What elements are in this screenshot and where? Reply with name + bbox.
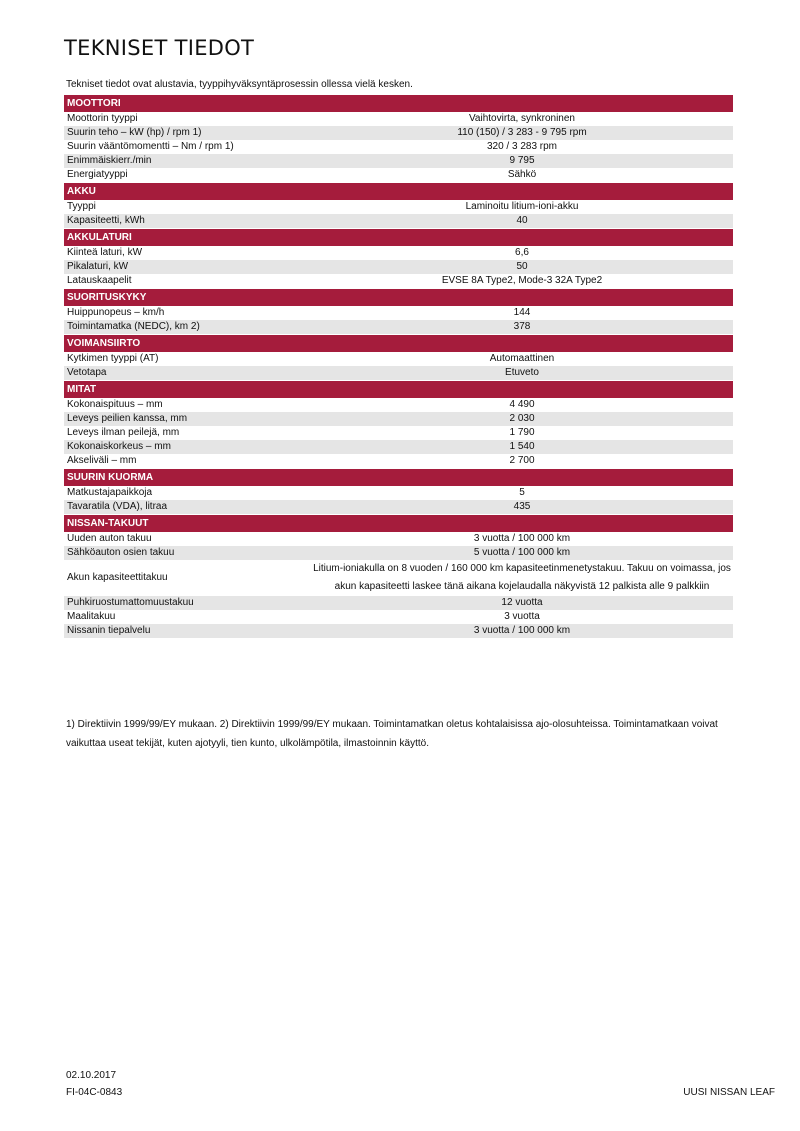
spec-row bbox=[64, 112, 733, 126]
spec-row bbox=[64, 610, 733, 624]
spec-value: 50 bbox=[516, 261, 528, 272]
spec-row bbox=[64, 440, 733, 454]
spec-label: Leveys peilien kanssa, mm bbox=[67, 413, 188, 424]
spec-label: Kapasiteetti, kWh bbox=[67, 215, 145, 226]
section-header: AKKULATURI bbox=[64, 229, 733, 246]
intro-text: Tekniset tiedot ovat alustavia, tyyppihyväksyntäprosessin ollessa vielä kesken. bbox=[66, 79, 413, 90]
spec-row bbox=[64, 140, 733, 154]
spec-label: Tavaratila (VDA), litraa bbox=[67, 501, 168, 512]
spec-value: Sähkö bbox=[507, 169, 537, 180]
spec-label: Puhkiruostumattomuustakuu bbox=[67, 597, 194, 608]
spec-label: Akun kapasiteettitakuu bbox=[67, 572, 168, 583]
spec-row bbox=[64, 426, 733, 440]
spec-value: 9 795 bbox=[509, 155, 535, 166]
spec-value: 2 700 bbox=[509, 455, 535, 466]
spec-label: Kytkimen tyyppi (AT) bbox=[67, 353, 159, 364]
section-header: AKKU bbox=[64, 183, 733, 200]
spec-value: 3 vuotta / 100 000 km bbox=[473, 625, 571, 636]
spec-row bbox=[64, 168, 733, 182]
spec-row bbox=[64, 126, 733, 140]
spec-value: 378 bbox=[513, 321, 531, 332]
spec-table bbox=[64, 94, 733, 638]
spec-row bbox=[64, 366, 733, 380]
spec-label: Enimmäiskierr./min bbox=[67, 155, 152, 166]
spec-label: Latauskaapelit bbox=[67, 275, 132, 286]
spec-value: Laminoitu litium-ioni-akku bbox=[465, 201, 579, 212]
spec-label: Suurin vääntömomentti – Nm / rpm 1) bbox=[67, 141, 234, 152]
section-header: SUURIN KUORMA bbox=[64, 469, 733, 486]
section-header: NISSAN-TAKUUT bbox=[64, 515, 733, 532]
footnote: 1) Direktiivin 1999/99/EY mukaan. 2) Direktiivin 1999/99/EY mukaan. Toimintamatkan oletus kohtalaisissa ajo-olosuhteissa. Toimintamatkaan voivat vaikuttaa useat tekijät, kuten ajotyyli, tien kunto, ulkolämpötila, ilmastoinnin käyttö. bbox=[66, 719, 718, 749]
spec-label: Tyyppi bbox=[67, 201, 96, 212]
spec-value: 144 bbox=[513, 307, 531, 318]
spec-value: Etuveto bbox=[505, 367, 539, 378]
spec-label: Matkustajapaikkoja bbox=[67, 487, 153, 498]
spec-label: Sähköauton osien takuu bbox=[67, 547, 175, 558]
spec-row bbox=[64, 398, 733, 412]
spec-row bbox=[64, 200, 733, 214]
spec-row bbox=[64, 306, 733, 320]
spec-value: 3 vuotta bbox=[504, 611, 540, 622]
section-header: VOIMANSIIRTO bbox=[64, 335, 733, 352]
spec-label: Vetotapa bbox=[67, 367, 107, 378]
spec-value: 3 vuotta / 100 000 km bbox=[473, 533, 571, 544]
spec-value: 1 790 bbox=[509, 427, 535, 438]
spec-value: Automaattinen bbox=[489, 353, 555, 364]
spec-row bbox=[64, 546, 733, 560]
spec-label: Leveys ilman peilejä, mm bbox=[67, 427, 180, 438]
spec-row bbox=[64, 214, 733, 228]
spec-value: 5 vuotta / 100 000 km bbox=[473, 547, 571, 558]
spec-value: Vaihtovirta, synkroninen bbox=[469, 113, 575, 124]
spec-label: Moottorin tyyppi bbox=[67, 113, 138, 124]
spec-row bbox=[64, 412, 733, 426]
spec-value: 2 030 bbox=[509, 413, 535, 424]
spec-label: Akseliväli – mm bbox=[67, 455, 137, 466]
spec-value: 12 vuotta bbox=[501, 597, 543, 608]
spec-value: EVSE 8A Type2, Mode-3 32A Type2 bbox=[441, 275, 603, 286]
spec-label: Toimintamatka (NEDC), km 2) bbox=[67, 321, 200, 332]
spec-value: 110 (150) / 3 283 - 9 795 rpm bbox=[457, 127, 587, 138]
spec-label: Kokonaispituus – mm bbox=[67, 399, 163, 410]
spec-label: Uuden auton takuu bbox=[67, 533, 152, 544]
spec-label: Kiinteä laturi, kW bbox=[67, 247, 143, 258]
spec-value: 4 490 bbox=[509, 399, 535, 410]
page-title: TEKNISET TIEDOT bbox=[64, 36, 255, 60]
section-header: MOOTTORI bbox=[64, 95, 733, 112]
section-header: MITAT bbox=[64, 381, 733, 398]
spec-row bbox=[64, 486, 733, 500]
spec-label: Pikalaturi, kW bbox=[67, 261, 129, 272]
spec-row bbox=[64, 596, 733, 610]
model-name: UUSI NISSAN LEAF bbox=[683, 1087, 775, 1098]
spec-label: Nissanin tiepalvelu bbox=[67, 625, 151, 636]
document-code: FI-04C-0843 bbox=[66, 1087, 123, 1098]
spec-row bbox=[64, 320, 733, 334]
spec-row bbox=[64, 624, 733, 638]
spec-value: 5 bbox=[519, 487, 525, 498]
spec-value: Litium-ioniakulla on 8 vuoden / 160 000 km kapasiteetinmenetystakuu. Takuu on voimassa, jos akun kapasiteetti laskee tänä aikana kojelaudalla näkyvistä 12 palkista alle 9 palkkiin bbox=[313, 563, 731, 592]
spec-row bbox=[64, 246, 733, 260]
section-header: SUORITUSKYKY bbox=[64, 289, 733, 306]
spec-row bbox=[64, 260, 733, 274]
spec-row bbox=[64, 154, 733, 168]
spec-row bbox=[64, 454, 733, 468]
spec-label: Huippunopeus – km/h bbox=[67, 307, 165, 318]
spec-row bbox=[64, 352, 733, 366]
spec-value: 435 bbox=[513, 501, 531, 512]
spec-row bbox=[64, 500, 733, 514]
spec-row bbox=[64, 274, 733, 288]
spec-label: Kokonaiskorkeus – mm bbox=[67, 441, 171, 452]
spec-row bbox=[64, 532, 733, 546]
spec-label: Energiatyyppi bbox=[67, 169, 128, 180]
spec-label: Maalitakuu bbox=[67, 611, 116, 622]
document-date: 02.10.2017 bbox=[66, 1070, 117, 1081]
spec-label: Suurin teho – kW (hp) / rpm 1) bbox=[67, 127, 202, 138]
spec-row bbox=[64, 560, 733, 596]
spec-value: 320 / 3 283 rpm bbox=[486, 141, 558, 152]
spec-value: 1 540 bbox=[509, 441, 535, 452]
spec-value: 40 bbox=[516, 215, 528, 226]
spec-value: 6,6 bbox=[515, 247, 529, 258]
